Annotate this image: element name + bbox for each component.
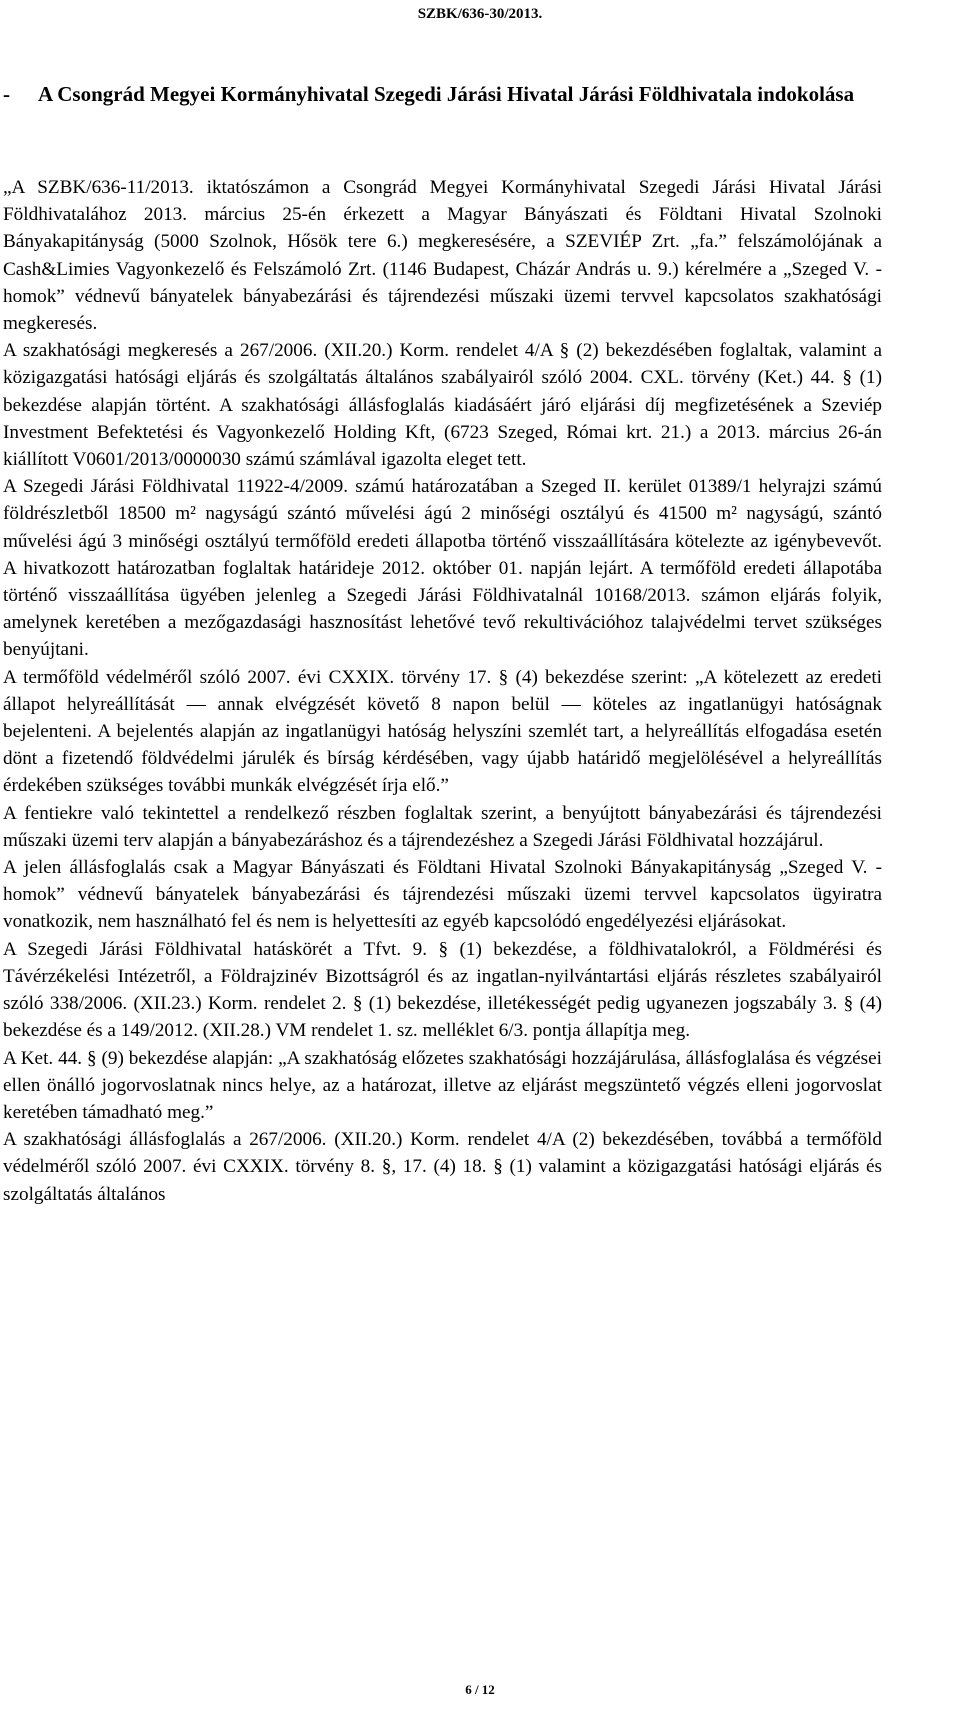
paragraph-law-quote: A termőföld védelméről szóló 2007. évi CXXIX. törvény 17. § (4) bekezdése szerint: „A kötelezett az eredeti állapot helyreállítását — annak elvégzését követő 8 napon belül — köteles az ingatlanügyi hatóságnak bejelenteni. A bejelentés alapján az ingatlanügyi hatóság helyszíni szemlét tart, a helyreállítás elfogadása esetén dönt a fizetendő földvédelmi járulék és bírság kérdésében, vagy újabb határidő megjelölésével a helyreállítás érdekében szükséges további munkák elvégzését írja elő.” [3, 666, 882, 797]
page-number: 6 / 12 [465, 1682, 495, 1697]
paragraph-legal-basis: A szakhatósági megkeresés a 267/2006. (XII.20.) Korm. rendelet 4/A § (2) bekezdésében foglaltak, valamint a közigazgatási hatósági eljárás és szolgáltatás általános szabályairól szóló 2004. CXL. törvény (Ket.) 44. § (1) bekezdése alapján történt. A szakhatósági állásfoglalás kiadásáért járó eljárási díj megfizetésének a Szeviép Investment Befektetési és Vagyonkezelő Holding Kft, (6723 Szeged, Római krt. 21.) a 2013. március 26-án kiállított V0601/2013/0000030 számú számlával igazolta eleget tett. [3, 340, 882, 471]
paragraph-request: „A SZBK/636-11/2013. iktatószámon a Csongrád Megyei Kormányhivatal Szegedi Járási Hivatal Járási Földhivatalához 2013. március 25-én érkezett a Magyar Bányászati és Földtani Hivatal Szolnoki Bányakapitányság (5000 Szolnok, Hősök tere 6.) megkeresésére, a SZEVIÉP Zrt. „fa.” felszámolójának a Cash&Limies Vagyonkezelő és Felszámoló Zrt. (1146 Budapest, Cházár András u. 9.) kérelmére a „Szeged V. -homok” védnevű bányatelek bányabezárási és tájrendezési műszaki üzemi tervvel kapcsolatos szakhatósági megkeresés. [3, 177, 882, 335]
paragraph-scope: A jelen állásfoglalás csak a Magyar Bányászati és Földtani Hivatal Szolnoki Bányakapitányság „Szeged V. -homok” védnevű bányatelek bányabezárási és tájrendezési műszaki üzemi tervvel kapcsolatos ügyiratra vonatkozik, nem használható fel és nem is helyettesíti az egyéb kapcsolódó engedélyezési eljárásokat. [3, 857, 882, 933]
section-heading [0, 78, 910, 110]
section-title: A Csongrád Megyei Kormányhivatal Szegedi Járási Hivatal Járási Földhivatala indokolása [38, 82, 855, 106]
paragraph-remedy: A Ket. 44. § (9) bekezdése alapján: „A szakhatóság előzetes szakhatósági hozzájárulása, állásfoglalása és végzései ellen önálló jogorvoslatnak nincs helye, az a határozat, illetve az eljárást megszüntető végzés elleni jogorvoslat keretében támadható meg.” [3, 1047, 882, 1123]
paragraph-prior-decision: A Szegedi Járási Földhivatal 11922-4/2009. számú határozatában a Szeged II. kerület 01389/1 helyrajzi számú földrészletből 18500 m² nagyságú szántó művelési ágú 2 minőségi osztályú és 41500 m² nagyságú, szántó művelési ágú 3 minőségi osztályú termőföld eredeti állapotba történő visszaállítására kötelezte az igénybevevőt. A hivatkozott határozatban foglaltak határideje 2012. október 01. napján lejárt. A termőföld eredeti állapotába történő visszaállítása ügyében jelenleg a Szegedi Járási Földhivatalnál 10168/2013. számon eljárás folyik, amelynek keretében a mezőgazdasági hasznosítást lehetővé tevő rekultivációhoz talajvédelmi tervet szükséges benyújtani. [3, 476, 882, 661]
document-id-header: SZBK/636-30/2013. [417, 6, 543, 22]
body-text [3, 174, 882, 1208]
paragraph-consent: A fentiekre való tekintettel a rendelkező részben foglaltak szerint, a benyújtott bányabezárási és tájrendezési műszaki üzemi terv alapján a bányabezáráshoz és a tájrendezéshez a Szegedi Járási Földhivatal hozzájárul. [3, 802, 882, 851]
heading-dash: - [3, 82, 10, 106]
paragraph-competence: A Szegedi Járási Földhivatal hatáskörét a Tfvt. 9. § (1) bekezdése, a földhivatalokról, a Földmérési és Távérzékelési Intézetről, a Földrajzinév Bizottságról és az ingatlan-nyilvántartási eljárás részletes szabályairól szóló 338/2006. (XII.23.) Korm. rendelet 2. § (1) bekezdése, illetékességét pedig ugyanezen jogszabály 3. § (4) bekezdése és a 149/2012. (XII.28.) VM rendelet 1. sz. melléklet 6/3. pontja állapítja meg. [3, 938, 882, 1042]
paragraph-closing: A szakhatósági állásfoglalás a 267/2006. (XII.20.) Korm. rendelet 4/A (2) bekezdésében, továbbá a termőföld védelméről szóló 2007. évi CXXIX. törvény 8. §, 17. (4) 18. § (1) valamint a közigazgatási hatósági eljárás és szolgáltatás általános [3, 1129, 882, 1205]
